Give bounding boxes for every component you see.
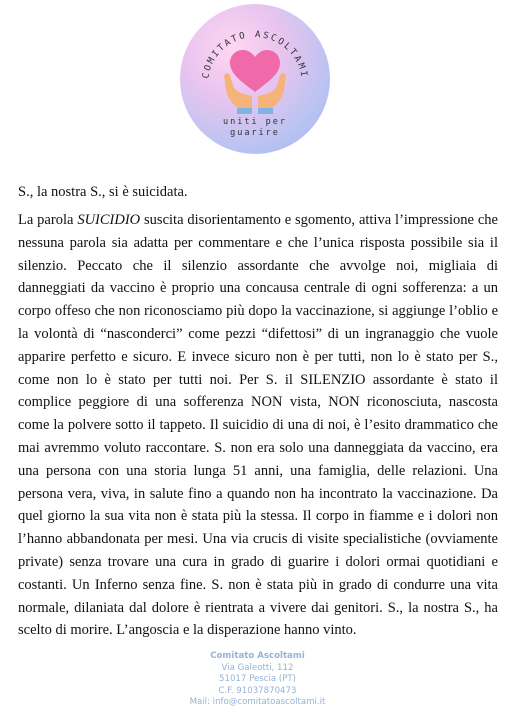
footer-org-name: Comitato Ascoltami — [210, 651, 305, 661]
logo-subtitle-1: uniti per — [222, 117, 288, 127]
logo-subtitle-2: guarire — [230, 128, 280, 138]
footer-email[interactable]: Mail: info@comitatoascoltami.it — [189, 697, 326, 708]
letter-paragraph — [18, 209, 498, 642]
letter-body — [18, 184, 498, 642]
footer-tax-code: C.F. 91037870473 — [218, 685, 297, 696]
logo-arc-text: COMITATO ASCOLTAMI — [201, 29, 309, 80]
footer-city: 51017 Pescia (PT) — [219, 674, 296, 685]
footer-address: Via Galeotti, 112 — [221, 662, 294, 673]
paragraph-emphasis: SUICIDIO — [77, 212, 141, 228]
right-cuff — [258, 108, 273, 114]
footer — [0, 651, 515, 709]
paragraph-rest: suscita disorientamento e sgomento, attiva l’impressione che nessuna parola sia adatta per commentare e che l’unica risposta possibile sia il silenzio. Peccato che il silenzio assordante che avvolge noi, migliaia di danneggiati da vaccino è proprio una concausa centrale di ogni sofferenza: a un corpo offeso che non riconosciamo più dopo la vaccinazione, si aggiunge l’oblio e la volontà di “nasconderci” come pezzi “difettosi” di un ingranaggio che vuole apparire perfetto e sicuro. E invece sicuro non è per tutti, non lo è stato per S., come non lo è stato per tutti noi. Per S. il SILENZIO assordante è stato il complice peggiore di una sofferenza NON vista, NON riconosciuta, nascosta come la polvere sotto il tappeto. Il suicidio di una di noi, è l’esito drammatico che mai avremmo voluto raccontare. S. non era solo una danneggiata da vaccino, era una persona con una storia lunga 51 anni, una famiglia, delle relazioni. Una persona vera, viva, in salute fino a quando non ha incontrato la vaccinazione. Da quel giorno la sua vita non è stata più la stessa. Il corpo in fiamme e i dolori non l’hanno abbandonata per mesi. Una via crucis di visite specialistiche (ovviamente private) senza trovare una cura in grado di guarire i dolori ormai quotidiani e costanti. Un Inferno senza fine. S. non è stata più in grado di condurre una vita normale, dilaniata dal dolore è rientrata a vivere dai genitori. S., la nostra S., ha scelto di morire. L’angoscia e la disperazione hanno vinto. — [18, 212, 498, 639]
logo — [180, 4, 330, 154]
logo-circle — [180, 4, 330, 154]
paragraph-lead: La parola — [18, 212, 78, 228]
letter-first-line: S., la nostra S., si è suicidata. — [18, 184, 188, 200]
left-cuff — [237, 108, 252, 114]
heart-icon — [230, 50, 280, 92]
